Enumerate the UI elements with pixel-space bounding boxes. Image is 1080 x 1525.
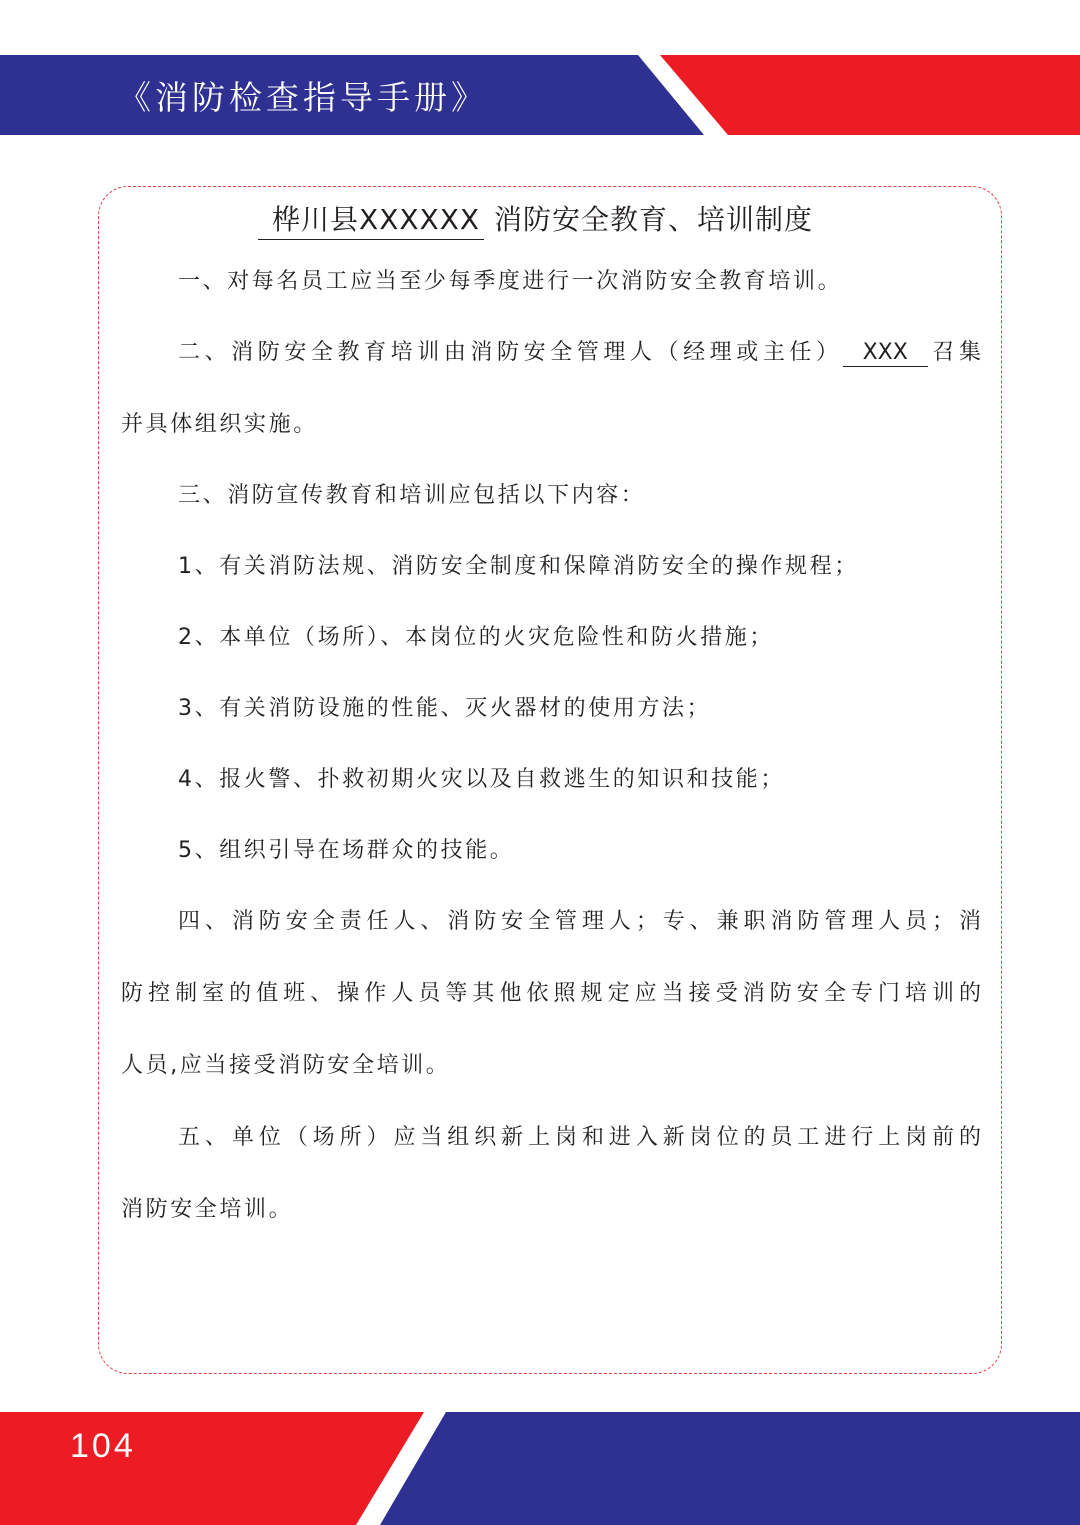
item-5-line-2: 消防安全培训。 [121, 1197, 294, 1222]
item-4-line-1: 四、消防安全责任人、消防安全管理人；专、兼职消防管理人员；消 [178, 909, 981, 934]
title-blank-value: XXXXXX [359, 203, 481, 236]
footer-band [0, 1412, 1080, 1525]
sub-item-3: 3、有关消防设施的性能、灭火器材的使用方法； [178, 696, 712, 721]
manual-title: 《消防检查指导手册》 [118, 78, 488, 117]
header-stripes [0, 0, 1080, 140]
sub-item-5: 5、组织引导在场群众的技能。 [178, 838, 515, 863]
header-band [0, 0, 1080, 140]
sub-item-1: 1、有关消防法规、消防安全制度和保障消防安全的操作规程； [178, 554, 859, 579]
item-2-line-1 [178, 338, 981, 368]
manager-name-blank: XXX [843, 340, 928, 367]
footer-blue-stripe [380, 1412, 1080, 1525]
item-1: 一、对每名员工应当至少每季度进行一次消防安全教育培训。 [178, 269, 843, 294]
sub-item-2: 2、本单位（场所）、本岗位的火灾危险性和防火措施； [178, 625, 774, 650]
sub-item-4: 4、报火警、扑救初期火灾以及自救逃生的知识和技能； [178, 767, 785, 792]
header-red-stripe [660, 55, 1080, 135]
item-2-line-2: 并具体组织实施。 [121, 412, 318, 437]
title-prefix: 桦川县 [272, 203, 360, 236]
page-number [70, 1426, 136, 1444]
footer-red-stripe [0, 1412, 424, 1525]
document-title [258, 198, 813, 240]
title-county-blank [258, 201, 484, 240]
item-4-line-3: 人员,应当接受消防安全培训。 [121, 1053, 451, 1078]
footer-stripes [0, 1412, 1080, 1525]
item-2-before: 二、消防安全教育培训由消防安全管理人（经理或主任） [178, 340, 843, 365]
item-2-after: 召集 [927, 340, 981, 365]
item-5-line-1: 五、单位（场所）应当组织新上岗和进入新岗位的员工进行上岗前的 [178, 1125, 981, 1150]
title-suffix: 消防安全教育、培训制度 [484, 203, 814, 236]
item-3: 三、消防宣传教育和培训应包括以下内容： [178, 483, 646, 508]
item-4-line-2: 防控制室的值班、操作人员等其他依照规定应当接受消防安全专门培训的 [121, 981, 981, 1006]
